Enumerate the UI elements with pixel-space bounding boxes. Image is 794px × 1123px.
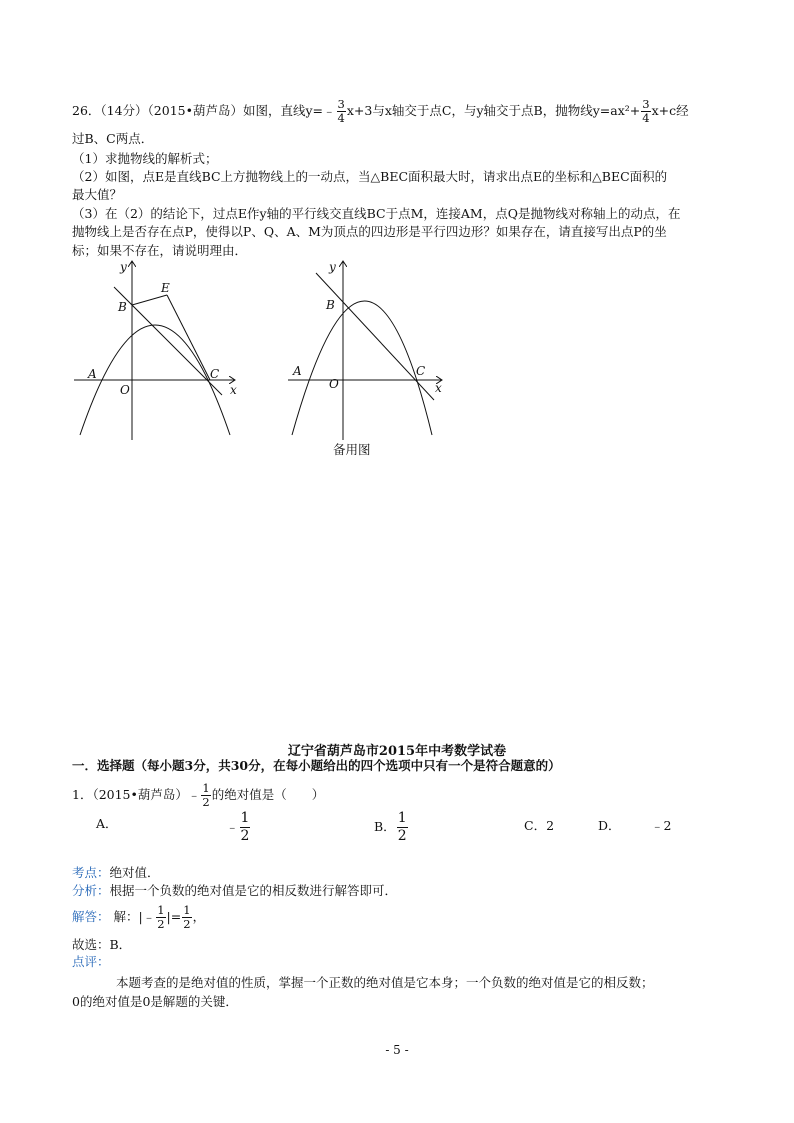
label-y: y: [329, 260, 336, 274]
q26-part2-b: 最大值？: [72, 187, 123, 202]
exam-title: 辽宁省葫芦岛市2015年中考数学试卷: [287, 744, 507, 759]
figure-2: [282, 255, 462, 440]
kaodian-label: 考点：: [72, 865, 110, 880]
option-c: C．2: [524, 818, 555, 833]
fraction: $\frac{3}{4}$: [337, 97, 345, 125]
q1-stem: 1．（2015•葫芦岛）﹣ $\frac{1}{2}$ 的绝对值是（ ）: [72, 781, 325, 809]
option-d-value: ﹣2: [651, 818, 672, 833]
q26-part1: （1）求抛物线的解析式；: [72, 151, 218, 166]
label-o: O: [329, 377, 339, 391]
segment-be: [132, 295, 167, 305]
label-c: C: [210, 367, 220, 381]
dianping-row: [72, 954, 110, 970]
fraction: $\frac{3}{4}$: [642, 97, 650, 125]
label-b: B: [118, 300, 127, 314]
q26-line2: 过B、C两点．: [72, 131, 154, 146]
q26-line1: 26．（14分）（2015•葫芦岛）如图，直线y=﹣ $\frac{3}{4}$ x+3与x轴交于点C，与y轴交于点B，抛物线y=ax²+ $\frac{3}{4}$ x+c经: [72, 97, 689, 125]
label-a: A: [293, 364, 302, 378]
segment-ec: [167, 295, 210, 380]
jieda-label: 解答：: [72, 909, 110, 924]
q26-part2-a: （2）如图，点E是直线BC上方抛物线上的一动点，当△BEC面积最大时，请求出点E的坐标和△BEC面积的: [72, 169, 668, 184]
label-a: A: [88, 367, 97, 381]
parabola: [292, 301, 432, 435]
label-y: y: [120, 260, 127, 274]
dianping-text-1: 本题考查的是绝对值的性质，掌握一个正数的绝对值是它本身；一个负数的绝对值是它的相反数；: [116, 975, 654, 990]
dianping-label: 点评：: [72, 954, 110, 969]
option-d-label: D．: [598, 818, 621, 833]
fraction: $\frac{1}{2}$: [183, 903, 191, 931]
label-o: O: [120, 383, 130, 397]
q26-part3-b: 抛物线上是否存在点P，使得以P、Q、A、M为顶点的四边形是平行四边形？如果存在，请直接写出点P的坐: [72, 224, 667, 239]
section-heading: 一．选择题（每小题3分，共30分，在每小题给出的四个选项中只有一个是符合题意的）: [72, 758, 561, 773]
fraction: $\frac{1}{2}$: [157, 903, 165, 931]
label-b: B: [326, 298, 335, 312]
jieda-row: 解答： 解：|﹣ $\frac{1}{2}$ |= $\frac{1}{2}$ ，: [72, 903, 206, 931]
fraction: $\frac{1}{2}$: [240, 810, 250, 844]
label-x: x: [230, 383, 237, 397]
figure-1: [70, 255, 250, 440]
q26-part3-a: （3）在（2）的结论下，过点E作y轴的平行线交直线BC于点M，连接AM，点Q是抛物线对称轴上的动点，在: [72, 206, 681, 221]
label-c: C: [416, 364, 426, 378]
option-a-label: A．: [96, 816, 118, 831]
backup-caption: 备用图: [333, 442, 371, 457]
label-x: x: [435, 381, 442, 395]
q26-part3-c: 标；如果不存在，请说明理由．: [72, 243, 248, 258]
fenxi-row: 分析：根据一个负数的绝对值是它的相反数进行解答即可．: [72, 883, 398, 898]
dianping-text-2: 0的绝对值是0是解题的关键．: [72, 994, 238, 1009]
option-b: B． $\frac{1}{2}$: [374, 810, 407, 844]
kaodian-row: 考点：绝对值．: [72, 865, 160, 880]
fraction: $\frac{1}{2}$: [202, 781, 210, 809]
fraction: $\frac{1}{2}$: [397, 810, 407, 844]
line-bc: [114, 287, 222, 395]
label-e: E: [161, 281, 170, 295]
page-number: - 5 -: [385, 1043, 409, 1057]
answer-choice: 故选：B．: [72, 937, 132, 952]
fenxi-label: 分析：: [72, 883, 110, 898]
option-a-value: ﹣ $\frac{1}{2}$: [226, 810, 250, 844]
